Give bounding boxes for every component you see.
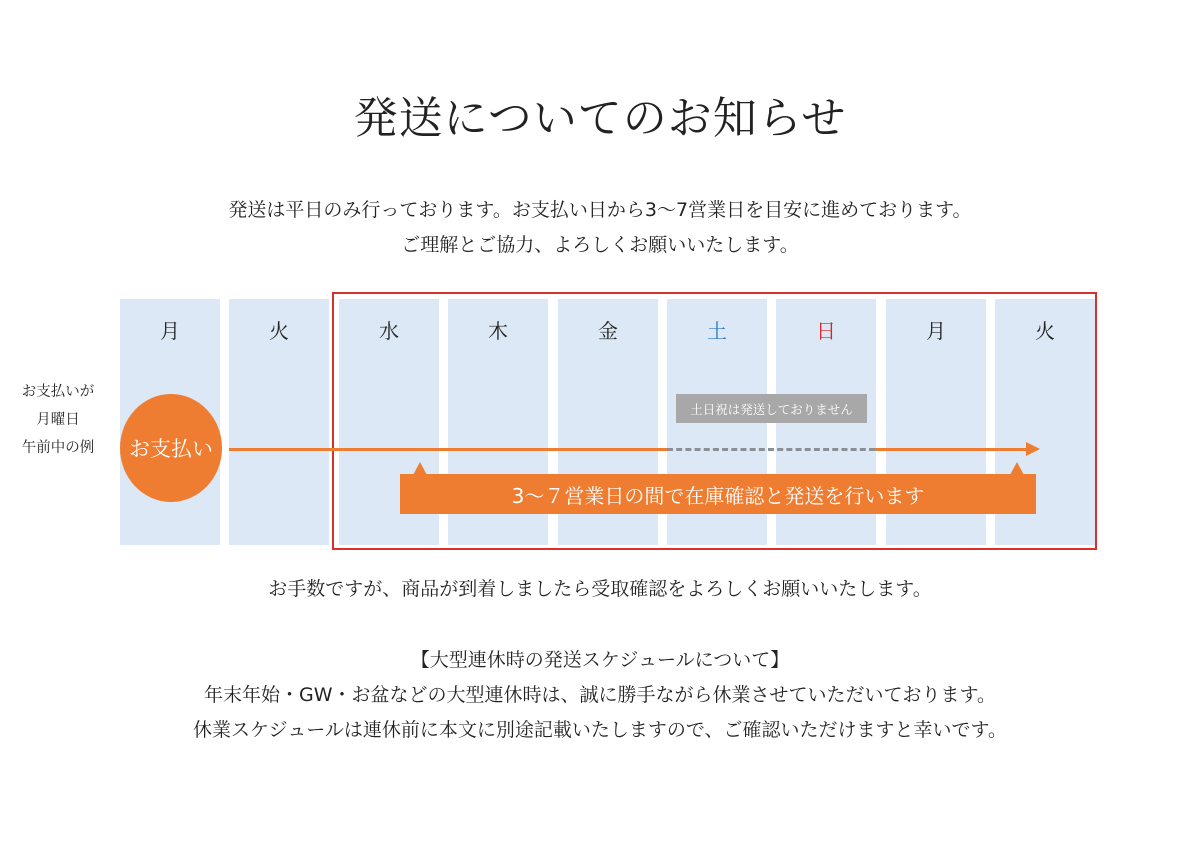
payment-circle: お支払い xyxy=(120,394,222,502)
timeline-line-after-weekend xyxy=(875,448,1027,451)
page-title: 発送についてのお知らせ xyxy=(353,93,847,144)
receipt-confirmation-note: お手数ですが、商品が到着しましたら受取確認をよろしくお願いいたします。 xyxy=(268,578,932,600)
day-label-sat: 土 xyxy=(707,319,727,343)
timeline-line-weekend-dashed xyxy=(667,448,875,451)
holiday-note-badge: 土日祝は発送しておりません xyxy=(676,394,867,423)
schedule-heading: 【大型連休時の発送スケジュールについて】 xyxy=(410,649,790,671)
day-label-tue: 火 xyxy=(269,319,289,343)
intro-text xyxy=(0,193,1200,263)
schedule-line-1: 年末年始・GW・お盆などの大型連休時は、誠に勝手ながら休業させていただいております。 xyxy=(204,684,996,706)
day-label-tue-next: 火 xyxy=(1035,319,1055,343)
side-label-line-2: 月曜日 xyxy=(36,412,80,428)
schedule-line-2: 休業スケジュールは連休前に本文に別途記載いたしますので、ご確認いただけますと幸いです。 xyxy=(193,719,1007,741)
day-label-mon-next: 月 xyxy=(926,319,946,343)
example-side-label xyxy=(8,378,108,462)
day-label-sun: 日 xyxy=(816,319,836,343)
day-label-wed: 水 xyxy=(379,319,399,343)
day-label-mon: 月 xyxy=(160,319,180,343)
arrow-right-icon xyxy=(1026,442,1040,456)
day-column-tue xyxy=(229,299,329,545)
holiday-schedule-section xyxy=(0,643,1200,748)
day-label-fri: 金 xyxy=(598,319,618,343)
side-label-line-3: 午前中の例 xyxy=(21,440,95,456)
intro-line-2: ご理解とご協力、よろしくお願いいたします。 xyxy=(401,234,799,256)
intro-line-1: 発送は平日のみ行っております。お支払い日から3〜7営業日を目安に進めております。 xyxy=(228,199,972,221)
side-label-line-1: お支払いが xyxy=(21,384,95,400)
day-label-thu: 木 xyxy=(488,319,508,343)
timeline-line-weekdays xyxy=(229,448,667,451)
shipping-period-banner: 3〜７営業日の間で在庫確認と発送を行います xyxy=(400,474,1036,514)
